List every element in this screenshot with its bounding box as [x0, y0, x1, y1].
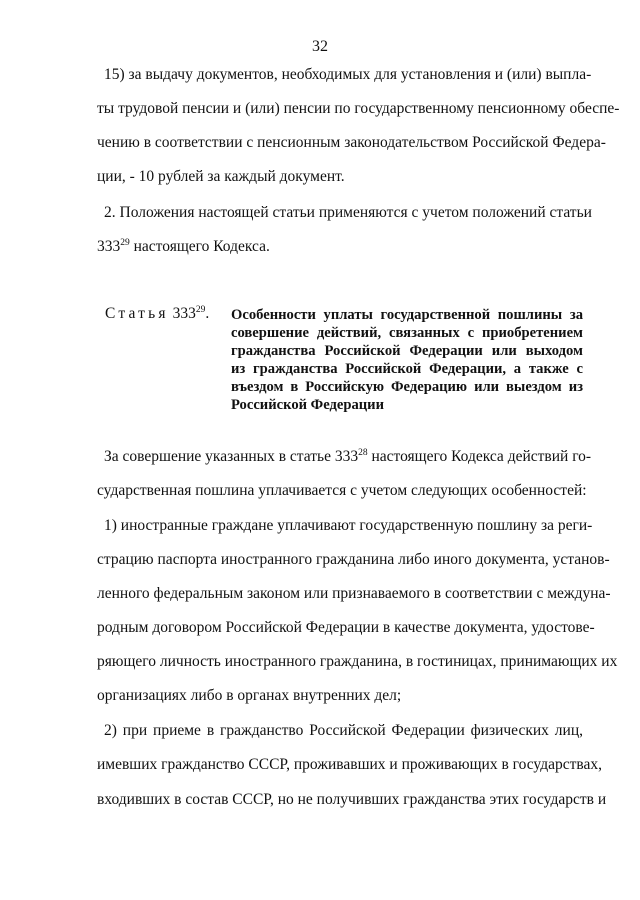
- article-ref-superscript: 29: [120, 238, 130, 248]
- paragraph-15-line-2: ты трудовой пенсии и (или) пенсии по государственному пенсионному обеспе-: [97, 100, 620, 117]
- article-title-line: совершение действий, связанных с приобретением: [231, 325, 583, 341]
- article-title: [231, 306, 583, 414]
- intro-article-number: 333: [334, 448, 359, 465]
- item-1-line-3: ленного федеральным законом или признаваемого в соответствии с междуна-: [97, 585, 611, 602]
- article-label-dot: .: [205, 305, 210, 322]
- intro-line-1-pre: За совершение указанных в статье: [104, 448, 335, 465]
- page-number: 32: [312, 38, 328, 55]
- paragraph-15-line-3: чению в соответствии с пенсионным законодательством Российской Федера-: [97, 134, 606, 151]
- item-1-line-1: 1) иностранные граждане уплачивают государственную пошлину за реги-: [104, 517, 593, 534]
- item-1-line-2: страцию паспорта иностранного гражданина либо иного документа, установ-: [97, 551, 610, 568]
- intro-line-1: [104, 447, 592, 467]
- paragraph-15-line-4: ции, - 10 рублей за каждый документ.: [97, 168, 345, 185]
- article-label: [105, 304, 209, 324]
- article-title-line: гражданства Российской Федерации или выходом: [231, 343, 583, 359]
- article-label-word: Статья: [105, 305, 169, 322]
- intro-line-2: сударственная пошлина уплачивается с учетом следующих особенностей:: [97, 482, 587, 499]
- item-2-line-1: 2) при приеме в гражданство Российской Федерации физических лиц,: [104, 722, 583, 739]
- article-title-line: из гражданства Российской Федерации, а также с: [231, 361, 583, 377]
- item-1-line-6: организациях либо в органах внутренних дел;: [97, 687, 402, 704]
- intro-line-1-post: настоящего Кодекса действий го-: [367, 448, 592, 465]
- item-1-line-5: ряющего личность иностранного гражданина, в гостиницах, принимающих их: [97, 653, 618, 670]
- article-ref-number: 333: [97, 238, 121, 255]
- article-label-number: 333: [172, 305, 196, 322]
- article-title-line: Российской Федерации: [231, 397, 384, 413]
- article-title-line: Особенности уплаты государственной пошлины за: [231, 307, 583, 323]
- article-title-line: въездом в Российскую Федерацию или выездом из: [231, 379, 583, 395]
- article-label-superscript: 29: [195, 305, 206, 315]
- item-2-line-3: входивших в состав СССР, но не получивших гражданства этих государств и: [97, 791, 607, 808]
- paragraph-2-line-2: [97, 237, 583, 257]
- item-1-line-4: родным договором Российской Федерации в качестве документа, удостове-: [97, 619, 595, 636]
- paragraph-15-line-1: 15) за выдачу документов, необходимых для установления и (или) выпла-: [104, 66, 592, 83]
- paragraph-2-line-1: 2. Положения настоящей статьи применяются с учетом положений статьи: [104, 204, 592, 221]
- item-2-line-2: имевших гражданство СССР, проживавших и проживающих в государствах,: [97, 756, 602, 773]
- paragraph-2-line-2-rest: настоящего Кодекса.: [129, 238, 270, 255]
- intro-article-superscript: 28: [358, 448, 368, 458]
